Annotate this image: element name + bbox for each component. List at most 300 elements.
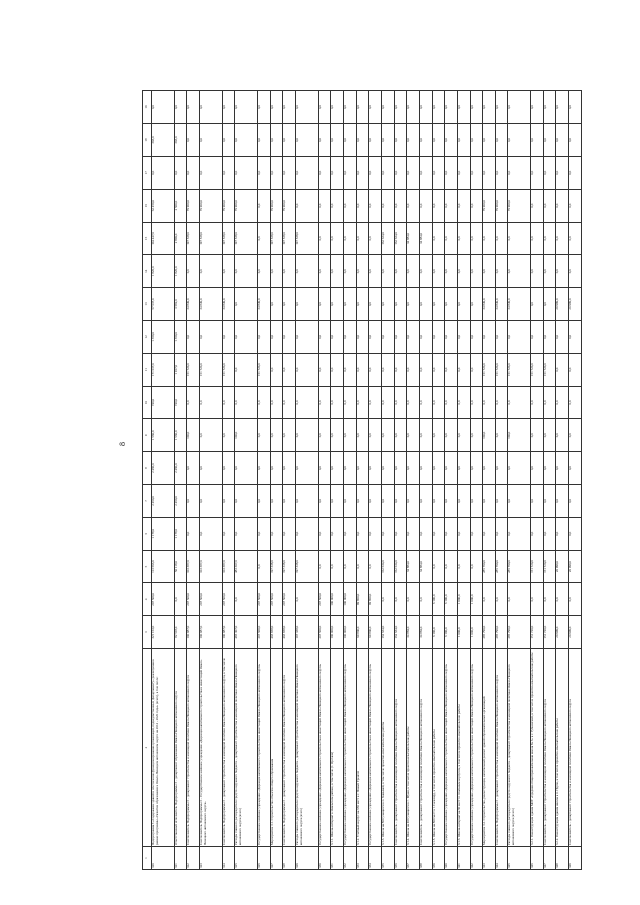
value-cell: 0,0 bbox=[199, 517, 222, 550]
value-cell: 0,0 bbox=[483, 583, 496, 616]
table-row bbox=[283, 91, 296, 870]
value-cell: 0,0 bbox=[495, 320, 508, 353]
value-cell: 0,0 bbox=[495, 419, 508, 452]
value-cell: 0,0 bbox=[495, 222, 508, 255]
value-cell: 0,0 bbox=[270, 255, 283, 288]
value-cell: 0,0 bbox=[295, 583, 318, 616]
value-cell: 34 884,0 bbox=[407, 550, 420, 583]
table-row bbox=[457, 91, 470, 870]
value-cell: 103 387,0 bbox=[199, 550, 222, 583]
row-code-cell: 338 bbox=[419, 847, 432, 870]
value-cell: 2 460,0 bbox=[152, 452, 175, 485]
value-cell: 0,0 bbox=[369, 386, 382, 419]
value-cell: 0,0 bbox=[543, 124, 556, 157]
row-code-cell: 344 bbox=[495, 847, 508, 870]
value-cell: 0,0 bbox=[394, 353, 407, 386]
value-cell: 0,0 bbox=[283, 386, 296, 419]
value-cell: 100 987,0 bbox=[199, 616, 222, 649]
value-cell: 0,0 bbox=[419, 419, 432, 452]
value-cell: 0,0 bbox=[531, 452, 544, 485]
value-cell: 0,0 bbox=[531, 419, 544, 452]
value-cell: 0,0 bbox=[235, 320, 258, 353]
value-cell: 0,0 bbox=[295, 517, 318, 550]
value-cell: 0,0 bbox=[457, 288, 470, 321]
row-code-cell: 337 bbox=[407, 847, 420, 870]
value-cell: 0,0 bbox=[470, 288, 483, 321]
value-cell: 0,0 bbox=[295, 156, 318, 189]
value-cell: 0,0 bbox=[508, 320, 531, 353]
row-name-cell: Расходы главного распорядителя средств окружного бюджета – департамент строительства и жилищной политики Ямало-Ненецкого автономного округа (всего) bbox=[235, 649, 258, 847]
value-cell: 0,0 bbox=[283, 288, 296, 321]
value-cell: 0,0 bbox=[152, 156, 175, 189]
value-cell: 285 790,0 bbox=[508, 616, 531, 649]
table-row bbox=[174, 91, 187, 870]
row-name-cell: 3.1.2. Учебный корпус на 650 мест в г. Новый Уренгой bbox=[356, 649, 369, 847]
value-cell: 207 500,0 bbox=[283, 583, 296, 616]
row-name-cell: Ответственный исполнитель Подпрограммы 3 – департамент образования Ямало-Ненецкого автономного округа bbox=[174, 649, 187, 847]
value-cell: 0,0 bbox=[369, 517, 382, 550]
value-cell: 0,0 bbox=[356, 485, 369, 518]
value-cell: 34 849,0 bbox=[483, 288, 496, 321]
value-cell: 0,0 bbox=[508, 222, 531, 255]
value-cell: 0,0 bbox=[483, 124, 496, 157]
value-cell: 0,0 bbox=[199, 255, 222, 288]
value-cell: 151 720,0 bbox=[483, 353, 496, 386]
row-name-cell: Расходы главного распорядителя средств окружного бюджета – департамент строительства и жилищной политики Ямало-Ненецкого автономного округа (всего) bbox=[508, 649, 531, 847]
value-cell: 0,0 bbox=[381, 517, 394, 550]
value-cell: 79 900,0 bbox=[483, 189, 496, 222]
value-cell: 0,0 bbox=[369, 320, 382, 353]
value-cell: 0,0 bbox=[407, 124, 420, 157]
value-cell: 0,0 bbox=[457, 386, 470, 419]
value-cell: 0,0 bbox=[419, 452, 432, 485]
value-cell: 0,0 bbox=[381, 419, 394, 452]
value-cell: 171 637,0 bbox=[152, 353, 175, 386]
value-cell: 1 350,0 bbox=[152, 320, 175, 353]
value-cell: 0,0 bbox=[556, 124, 569, 157]
value-cell: 0,0 bbox=[531, 583, 544, 616]
value-cell: 0,0 bbox=[569, 419, 582, 452]
value-cell: 0,0 bbox=[295, 91, 318, 124]
value-cell: 151 720,0 bbox=[531, 616, 544, 649]
value-cell: 79 900,0 bbox=[187, 189, 200, 222]
value-cell: 0,0 bbox=[318, 353, 331, 386]
value-cell: 0,0 bbox=[569, 583, 582, 616]
value-cell: 1 178,0 bbox=[152, 517, 175, 550]
value-cell: 34 884,0 bbox=[419, 616, 432, 649]
value-cell: 0,0 bbox=[331, 353, 344, 386]
value-cell: 0,0 bbox=[569, 452, 582, 485]
value-cell: 162 634,0 bbox=[394, 222, 407, 255]
value-cell: 0,0 bbox=[381, 386, 394, 419]
value-cell: 99 800,0 bbox=[356, 583, 369, 616]
value-cell: 197 338,0 bbox=[295, 550, 318, 583]
row-name-cell: Соисполнитель Подпрограммы 3 – департамент строительства и жилищной политики Ямало-Ненецкого автономного округа, в том числе bbox=[222, 649, 235, 847]
value-cell: 0,0 bbox=[343, 452, 356, 485]
table-row bbox=[569, 91, 582, 870]
value-cell: 0,0 bbox=[419, 189, 432, 222]
column-number-cell: 19 bbox=[143, 91, 152, 124]
value-cell: 207 500,0 bbox=[187, 583, 200, 616]
value-cell: 0,0 bbox=[407, 255, 420, 288]
value-cell: 79 900,0 bbox=[495, 189, 508, 222]
column-number-cell: 11 bbox=[143, 353, 152, 386]
value-cell: 151 720,0 bbox=[199, 353, 222, 386]
value-cell: 0,0 bbox=[508, 517, 531, 550]
value-cell: 162 634,0 bbox=[381, 616, 394, 649]
row-code-cell: 345 bbox=[508, 847, 531, 870]
value-cell: 0,0 bbox=[543, 517, 556, 550]
value-cell: 0,0 bbox=[457, 517, 470, 550]
value-cell: 0,0 bbox=[445, 485, 458, 518]
value-cell: 50 118,0 bbox=[174, 550, 187, 583]
value-cell: 0,0 bbox=[187, 91, 200, 124]
value-cell: 483 307,0 bbox=[235, 550, 258, 583]
value-cell: 0,0 bbox=[470, 452, 483, 485]
value-cell: 0,0 bbox=[369, 91, 382, 124]
value-cell: 0,0 bbox=[318, 222, 331, 255]
table-row bbox=[270, 91, 283, 870]
value-cell: 0,0 bbox=[531, 189, 544, 222]
value-cell: 162 634,0 bbox=[394, 550, 407, 583]
value-cell: 197 538,0 bbox=[222, 222, 235, 255]
row-name-cell: 3.1.3. Школа на 800 учащихся в п. Ханымей, в том числе проектно-изыскательские работы bbox=[381, 649, 394, 847]
row-code-cell: 326 bbox=[257, 847, 270, 870]
value-cell: 0,0 bbox=[199, 386, 222, 419]
value-cell: 151 720,0 bbox=[543, 550, 556, 583]
value-cell: 1 560,0 bbox=[152, 419, 175, 452]
value-cell: 483 307,0 bbox=[235, 616, 258, 649]
value-cell: 2 460,0 bbox=[152, 485, 175, 518]
row-name-cell: Мероприятие 3.1. Строительство объектов общего образования bbox=[270, 649, 283, 847]
row-name-cell: Соисполнитель – департамент строительства и жилищной политики Ямало-Ненецкого автономного округа bbox=[543, 649, 556, 847]
value-cell: 0,0 bbox=[295, 353, 318, 386]
value-cell: 0,0 bbox=[235, 517, 258, 550]
value-cell: 0,0 bbox=[495, 124, 508, 157]
column-number-cell: 10 bbox=[143, 386, 152, 419]
value-cell: 0,0 bbox=[407, 91, 420, 124]
value-cell: 0,0 bbox=[343, 124, 356, 157]
value-cell: 0,0 bbox=[556, 222, 569, 255]
value-cell: 0,0 bbox=[432, 156, 445, 189]
table-row bbox=[343, 91, 356, 870]
value-cell: 0,0 bbox=[235, 452, 258, 485]
value-cell: 0,0 bbox=[257, 189, 270, 222]
column-number-cell: 8 bbox=[143, 452, 152, 485]
value-cell: 0,0 bbox=[457, 452, 470, 485]
value-cell: 0,0 bbox=[270, 452, 283, 485]
value-cell: 151 720,0 bbox=[531, 550, 544, 583]
value-cell: 0,0 bbox=[543, 156, 556, 189]
value-cell: 0,0 bbox=[283, 517, 296, 550]
value-cell: 0,0 bbox=[235, 485, 258, 518]
value-cell: 0,0 bbox=[457, 320, 470, 353]
value-cell: 0,0 bbox=[432, 288, 445, 321]
value-cell: 0,0 bbox=[369, 156, 382, 189]
table-row bbox=[483, 91, 496, 870]
value-cell: 0,0 bbox=[343, 255, 356, 288]
value-cell: 0,0 bbox=[343, 320, 356, 353]
value-cell: 0,0 bbox=[343, 517, 356, 550]
value-cell: 0,0 bbox=[257, 255, 270, 288]
value-cell: 0,0 bbox=[508, 255, 531, 288]
value-cell: 0,0 bbox=[457, 91, 470, 124]
value-cell: 0,0 bbox=[381, 91, 394, 124]
value-cell: 1 826,0 bbox=[152, 255, 175, 288]
value-cell: 0,0 bbox=[531, 91, 544, 124]
row-name-cell: Государственное казённое учреждение «Дирекция капитального строительства и инвестиций Ямало-Ненецкого автономного округа» bbox=[369, 649, 382, 847]
row-name-cell: Государственное казённое учреждение «Дирекция капитального строительства и инвестиций Ямало-Ненецкого автономного округа» bbox=[257, 649, 270, 847]
value-cell: 0,0 bbox=[470, 189, 483, 222]
value-cell: 103 387,0 bbox=[187, 550, 200, 583]
value-cell: 0,0 bbox=[556, 485, 569, 518]
value-cell: 0,0 bbox=[381, 156, 394, 189]
value-cell: 0,0 bbox=[531, 255, 544, 288]
value-cell: 0,0 bbox=[483, 255, 496, 288]
value-cell: 0,0 bbox=[343, 386, 356, 419]
value-cell: 207 500,0 bbox=[318, 583, 331, 616]
row-name-cell: Соисполнитель Подпрограммы 3 – департамент строительства и жилищной политики Ямало-Ненецкого автономного округа bbox=[495, 649, 508, 847]
value-cell: 0,0 bbox=[543, 583, 556, 616]
value-cell: 6 190,0 bbox=[432, 616, 445, 649]
table-row bbox=[257, 91, 270, 870]
value-cell: 285 790,0 bbox=[495, 616, 508, 649]
value-cell: 0,0 bbox=[356, 517, 369, 550]
value-cell: 0,0 bbox=[569, 320, 582, 353]
value-cell: 0,0 bbox=[199, 91, 222, 124]
value-cell: 0,0 bbox=[318, 452, 331, 485]
value-cell: 0,0 bbox=[445, 255, 458, 288]
value-cell: 34 849,0 bbox=[257, 288, 270, 321]
table-row bbox=[543, 91, 556, 870]
value-cell: 34 884,0 bbox=[407, 222, 420, 255]
value-cell: 0,0 bbox=[331, 124, 344, 157]
value-cell: 0,0 bbox=[295, 419, 318, 452]
value-cell: 0,0 bbox=[556, 91, 569, 124]
value-cell: 0,0 bbox=[381, 485, 394, 518]
value-cell: 0,0 bbox=[331, 91, 344, 124]
table-row bbox=[508, 91, 531, 870]
value-cell: 197 538,0 bbox=[295, 222, 318, 255]
rotated-table-sheet bbox=[142, 90, 582, 870]
value-cell: 197 538,0 bbox=[283, 222, 296, 255]
value-cell: 0,0 bbox=[432, 320, 445, 353]
value-cell: 0,0 bbox=[445, 288, 458, 321]
value-cell: 197 338,0 bbox=[283, 550, 296, 583]
value-cell: 0,0 bbox=[569, 485, 582, 518]
value-cell: 79 900,0 bbox=[283, 189, 296, 222]
value-cell: 0,0 bbox=[419, 320, 432, 353]
row-code-cell: 331 bbox=[331, 847, 344, 870]
value-cell: 0,0 bbox=[569, 124, 582, 157]
value-cell: 0,0 bbox=[283, 320, 296, 353]
value-cell: 0,0 bbox=[556, 583, 569, 616]
value-cell: 0,0 bbox=[199, 485, 222, 518]
table-row bbox=[152, 91, 175, 870]
value-cell: 0,0 bbox=[331, 386, 344, 419]
value-cell: 0,0 bbox=[270, 156, 283, 189]
value-cell: 34 884,0 bbox=[407, 616, 420, 649]
value-cell: 0,0 bbox=[419, 255, 432, 288]
row-code-cell: 324 bbox=[222, 847, 235, 870]
value-cell: 0,0 bbox=[187, 485, 200, 518]
value-cell: 197 338,0 bbox=[295, 616, 318, 649]
value-cell: 0,0 bbox=[407, 189, 420, 222]
value-cell: 0,0 bbox=[543, 452, 556, 485]
value-cell: 285 790,0 bbox=[495, 550, 508, 583]
row-name-cell: Соисполнитель – департамент строительства и жилищной политики Ямало-Ненецкого автономного округа bbox=[394, 649, 407, 847]
row-code-cell: 320 bbox=[152, 847, 175, 870]
value-cell: 0,0 bbox=[331, 222, 344, 255]
value-cell: 20 999,0 bbox=[556, 288, 569, 321]
value-cell: 0,0 bbox=[369, 288, 382, 321]
value-cell: 0,0 bbox=[543, 288, 556, 321]
value-cell: 0,0 bbox=[343, 189, 356, 222]
value-cell: 0,0 bbox=[470, 386, 483, 419]
value-cell: 0,0 bbox=[235, 124, 258, 157]
value-cell: 0,0 bbox=[235, 91, 258, 124]
row-code-cell: 321 bbox=[174, 847, 187, 870]
value-cell: 100 000,0 bbox=[331, 616, 344, 649]
value-cell: 34 849,0 bbox=[199, 288, 222, 321]
row-code-cell: 342 bbox=[470, 847, 483, 870]
value-cell: 0,0 bbox=[531, 320, 544, 353]
value-cell: 285 790,0 bbox=[508, 550, 531, 583]
value-cell: 0,0 bbox=[495, 583, 508, 616]
value-cell: 0,0 bbox=[470, 222, 483, 255]
row-name-cell: 3.1.5. Школа на 800 мест в г. Салехард, в том числе проектно-изыскательские работы bbox=[432, 649, 445, 847]
table-row bbox=[318, 91, 331, 870]
value-cell: 113 663,0 bbox=[152, 550, 175, 583]
value-cell: 207 500,0 bbox=[257, 583, 270, 616]
value-cell: 20 999,0 bbox=[569, 550, 582, 583]
value-cell: 207 500,0 bbox=[270, 583, 283, 616]
value-cell: 0,0 bbox=[531, 485, 544, 518]
value-cell: 0,0 bbox=[470, 485, 483, 518]
value-cell: 0,0 bbox=[343, 222, 356, 255]
value-cell: 0,0 bbox=[407, 419, 420, 452]
value-cell: 740,0 bbox=[174, 386, 187, 419]
value-cell: 207 500,0 bbox=[257, 616, 270, 649]
page-number: 8 bbox=[118, 442, 127, 446]
value-cell: 0,0 bbox=[531, 222, 544, 255]
value-cell: 0,0 bbox=[495, 386, 508, 419]
table-row bbox=[531, 91, 544, 870]
value-cell: 0,0 bbox=[270, 386, 283, 419]
row-name-cell: Государственное казённое учреждение «Дирекция капитального строительства и инвестиций Ямало-Ненецкого автономного округа» bbox=[470, 649, 483, 847]
value-cell: 0,0 bbox=[407, 517, 420, 550]
table-row bbox=[295, 91, 318, 870]
value-cell: 0,0 bbox=[295, 386, 318, 419]
value-cell: 0,0 bbox=[283, 419, 296, 452]
value-cell: 0,0 bbox=[222, 485, 235, 518]
column-number-cell: 2 bbox=[143, 649, 152, 847]
value-cell: 0,0 bbox=[432, 91, 445, 124]
value-cell: 0,0 bbox=[331, 156, 344, 189]
row-name-cell: Государственное казённое учреждение «Дирекция капитального строительства и инвестиций Ямало-Ненецкого автономного округа» bbox=[445, 649, 458, 847]
value-cell: 0,0 bbox=[407, 485, 420, 518]
value-cell: 0,0 bbox=[283, 452, 296, 485]
value-cell: 197 538,0 bbox=[199, 222, 222, 255]
value-cell: 0,0 bbox=[318, 288, 331, 321]
value-cell: 0,0 bbox=[457, 353, 470, 386]
value-cell: 403 838,0 bbox=[283, 616, 296, 649]
value-cell: 0,0 bbox=[199, 419, 222, 452]
value-cell: 0,0 bbox=[369, 419, 382, 452]
value-cell: 0,0 bbox=[187, 386, 200, 419]
value-cell: 151 720,0 bbox=[543, 616, 556, 649]
value-cell: 0,0 bbox=[543, 320, 556, 353]
table-row bbox=[369, 91, 382, 870]
value-cell: 0,0 bbox=[543, 222, 556, 255]
value-cell: 151 720,0 bbox=[222, 353, 235, 386]
value-cell: 0,0 bbox=[331, 189, 344, 222]
value-cell: 0,0 bbox=[531, 517, 544, 550]
value-cell: 0,0 bbox=[457, 222, 470, 255]
value-cell: 0,0 bbox=[270, 124, 283, 157]
value-cell: 62 450,0 bbox=[152, 189, 175, 222]
table-row bbox=[235, 91, 258, 870]
column-number-cell: 4 bbox=[143, 583, 152, 616]
value-cell: 104 447,0 bbox=[152, 222, 175, 255]
row-code-cell: 335 bbox=[381, 847, 394, 870]
value-cell: 0,0 bbox=[531, 386, 544, 419]
value-cell: 1 917,0 bbox=[174, 353, 187, 386]
value-cell: 2 809,0 bbox=[174, 222, 187, 255]
value-cell: 0,0 bbox=[381, 124, 394, 157]
value-cell: 303,0 bbox=[152, 124, 175, 157]
value-cell: 0,0 bbox=[394, 583, 407, 616]
column-number-cell: 9 bbox=[143, 419, 152, 452]
value-cell: 0,0 bbox=[283, 485, 296, 518]
value-cell: 0,0 bbox=[283, 255, 296, 288]
value-cell: 0,0 bbox=[470, 419, 483, 452]
value-cell: 0,0 bbox=[318, 419, 331, 452]
value-cell: 0,0 bbox=[432, 222, 445, 255]
value-cell: 0,0 bbox=[483, 386, 496, 419]
value-cell: 0,0 bbox=[257, 156, 270, 189]
value-cell: 0,0 bbox=[369, 550, 382, 583]
value-cell: 0,0 bbox=[235, 353, 258, 386]
value-cell: 0,0 bbox=[257, 222, 270, 255]
row-name-cell: Государственное казённое учреждение «Дирекция капитального строительства и инвестиций Ямало-Ненецкого автономного округа» bbox=[318, 649, 331, 847]
value-cell: 0,0 bbox=[235, 156, 258, 189]
value-cell: 0,0 bbox=[331, 255, 344, 288]
value-cell: 0,0 bbox=[407, 353, 420, 386]
value-cell: 79 900,0 bbox=[235, 189, 258, 222]
table-row bbox=[556, 91, 569, 870]
value-cell: 0,0 bbox=[419, 91, 432, 124]
row-name-cell: Соисполнитель – департамент строительства и жилищной политики Ямало-Ненецкого автономного округа bbox=[419, 649, 432, 847]
value-cell: 0,0 bbox=[295, 485, 318, 518]
row-code-cell: 341 bbox=[457, 847, 470, 870]
value-cell: 0,0 bbox=[556, 156, 569, 189]
value-cell: 0,0 bbox=[495, 452, 508, 485]
value-cell: 0,0 bbox=[508, 156, 531, 189]
value-cell: 82 518,0 bbox=[174, 616, 187, 649]
row-name-cell: Соисполнитель Подпрограммы 3 – Государственное казённое учреждение «Дирекция капитального строительства и инвестиций Ямало-Ненецкого автономного округа» bbox=[199, 649, 222, 847]
value-cell: 0,0 bbox=[419, 517, 432, 550]
value-cell: 99 800,0 bbox=[356, 616, 369, 649]
value-cell: 0,0 bbox=[445, 419, 458, 452]
value-cell: 0,0 bbox=[531, 156, 544, 189]
value-cell: 0,0 bbox=[556, 353, 569, 386]
value-cell: 0,0 bbox=[222, 156, 235, 189]
value-cell: 0,0 bbox=[457, 156, 470, 189]
row-code-cell: 349 bbox=[569, 847, 582, 870]
value-cell: 0,0 bbox=[445, 386, 458, 419]
table-row bbox=[356, 91, 369, 870]
